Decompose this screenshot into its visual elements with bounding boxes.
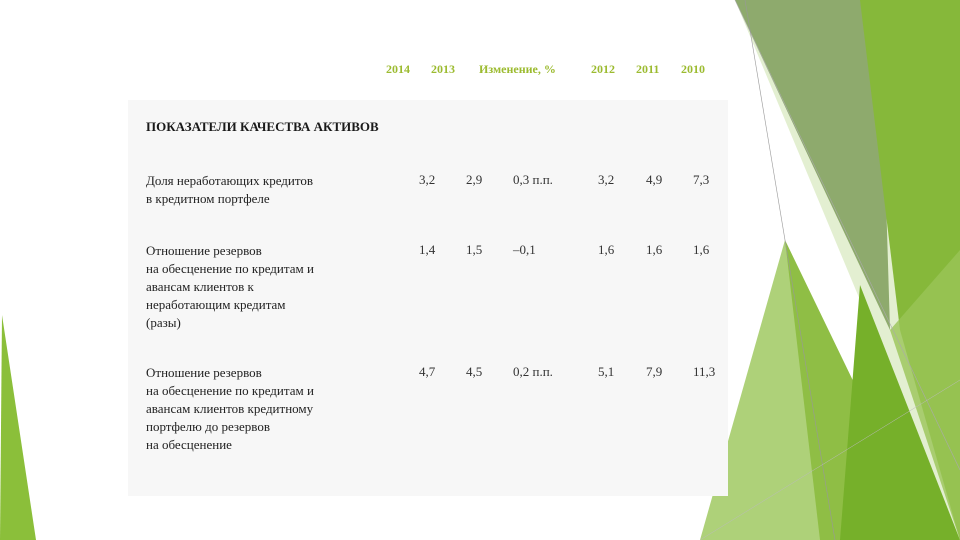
row-3-value-change: 0,2 п.п. [513,364,553,379]
row-1-value-change: 0,3 п.п. [513,172,553,187]
row-2-value-2011: 1,6 [646,242,663,257]
row-3-label: Отношение резервов на обесценение по кредитам и авансам клиентов кредитному портфелю до резервов на обесценение [146,365,314,452]
header-2014: 2014 [386,62,410,76]
header-change: Изменение, % [479,62,556,76]
row-3-value-2013: 4,5 [466,364,483,379]
row-1-value-2013: 2,9 [466,172,483,187]
header-2010: 2010 [681,62,705,76]
row-2-value-2012: 1,6 [598,242,615,257]
row-3-value-2012: 5,1 [598,364,615,379]
row-1-value-2014: 3,2 [419,172,436,187]
row-3-value-2010: 11,3 [693,364,716,379]
row-2-label: Отношение резервов на обесценение по кредитам и авансам клиентов к неработающим кредитам (разы) [146,243,314,330]
row-1-value-2011: 4,9 [646,172,663,187]
row-1-value-2012: 3,2 [598,172,615,187]
header-2012: 2012 [591,62,615,76]
row-3-value-2014: 4,7 [419,364,436,379]
header-2011: 2011 [636,62,660,76]
row-2-value-change: –0,1 [513,242,536,257]
row-2-value-2010: 1,6 [693,242,710,257]
row-1-label: Доля неработающих кредитов в кредитном портфеле [146,173,314,206]
row-2-value-2013: 1,5 [466,242,483,257]
section-title: ПОКАЗАТЕЛИ КАЧЕСТВА АКТИВОВ [146,119,379,134]
row-2-value-2014: 1,4 [419,242,436,257]
row-1-value-2010: 7,3 [693,172,710,187]
header-2013: 2013 [431,62,455,76]
row-3-value-2011: 7,9 [646,364,663,379]
